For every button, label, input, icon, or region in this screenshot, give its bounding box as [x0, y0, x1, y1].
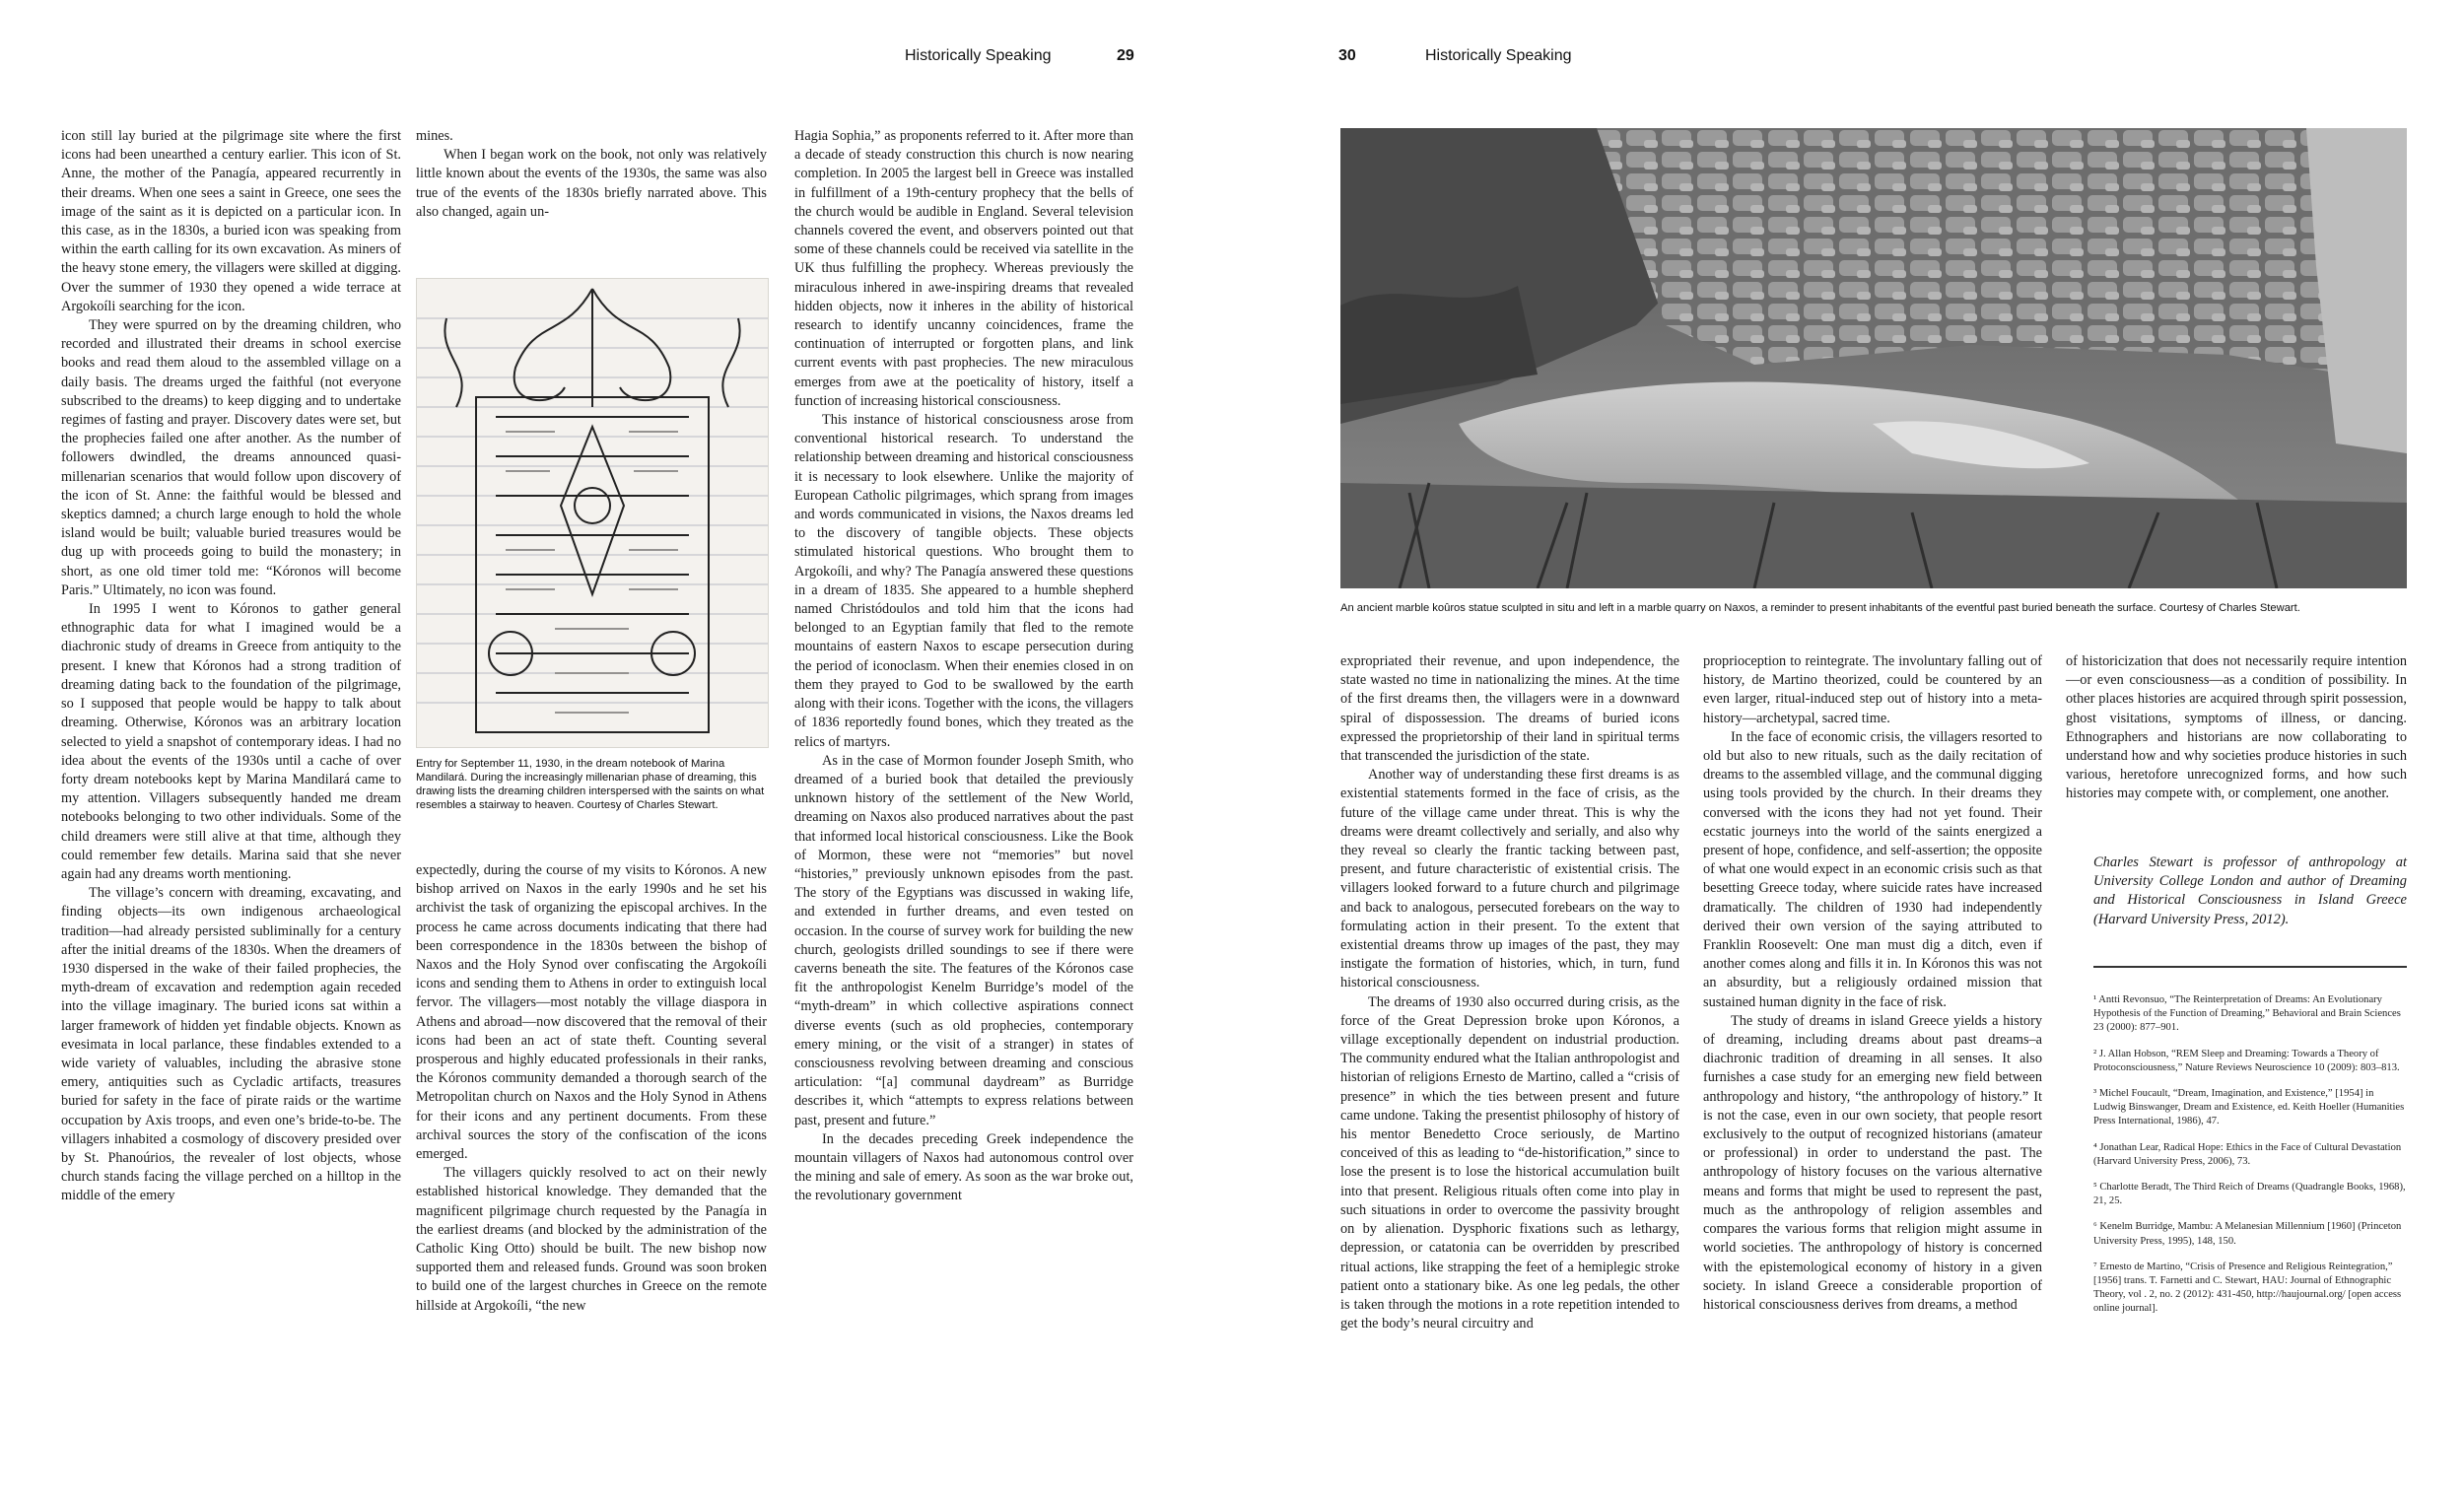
- dream-notebook-drawing: [417, 279, 768, 747]
- figure-caption-kouros: An ancient marble koûros statue sculpted in situ and left in a marble quarry on Naxos, a reminder to present inhabitants of the eventful past buried beneath the surface. Courtesy of Charles Stewart.: [1340, 602, 2300, 614]
- text-column-2-top: [416, 127, 767, 222]
- paragraph: mines.: [416, 128, 453, 144]
- text-column-5: [1703, 652, 2042, 1315]
- text-column-1: [61, 127, 401, 1206]
- paragraph: This instance of historical consciousness arose from conventional historical research. To understand the relationship between dreaming and historical consciousness it is necessary to look elsewhere. Unlike the majority of European Catholic pilgrimages, which sprang from images and words communicated in visions, the Naxos dreams led to the discovery of tangible objects. These objects stimulated historical questions. Who brought them to Argokoíli, and why? The Panagía answered these questions in a dream of 1835. She appeared to a humble shepherd named Christódoulos and told him that the icons had belonged to an Egyptian family that fled to the remote mountains of eastern Naxos to escape persecution during the period of iconoclasm. When their enemies closed in on them they prayed to God to be swallowed by the earth along with their icons. Together with the icons, the villagers of 1836 reportedly found bones, which they treated as the relics of martyrs.: [794, 412, 1133, 750]
- paragraph: icon still lay buried at the pilgrimage site where the first icons had been unearthed a century earlier. This icon of St. Anne, the mother of the Panagía, appeared recurrently in their dreams. When one sees a saint in Greece, one sees the image of the saint as it is depicted on a particular icon. In this case, as in the 1830s, a buried icon was speaking from within the earth calling for its own excavation. As miners of the heavy stone emery, the villagers were skilled at digging. Over the summer of 1930 they opened a wide terrace at Argokoíli searching for the icon.: [61, 128, 401, 314]
- page-number-left: 29: [1117, 47, 1134, 64]
- footnotes: [2093, 993, 2407, 1329]
- text-column-2-bottom: [416, 861, 767, 1316]
- dream-notebook-figure: [416, 278, 769, 748]
- paragraph: The dreams of 1930 also occurred during crisis, as the force of the Great Depression broke upon Kóronos, a village exceptionally dependent on industrial production. The community endured what the Italian anthropologist and historian of religions Ernesto de Martino, called a “crisis of presence” in which the ties between present and future came undone. Taking the presentist philosophy of history of his mentor Benedetto Croce seriously, de Martino conceived of this as leading to “de-historification,” since to lose the present is to lose the historical accumulation built into that present. Religious rituals often come into play in such situations in order to overcome the passivity brought on by alienation. Dysphoric fixations such as lethargy, depression, or catatonia can be overridden by prescribed ritual actions, like strapping the feet of a hemiplegic stroke patient onto a stationary bike. As one leg pedals, the other is taken through the motions in a rote repetition intended to get the body’s neural circuitry and: [1340, 993, 1679, 1332]
- running-header-left: Historically Speaking: [905, 47, 1052, 64]
- footnote: ⁷ Ernesto de Martino, “Crisis of Presence and Religious Reintegration,” [1956] trans. T. Farnetti and C. Stewart, HAU: Journal of Ethnographic Theory, vol . 2, no. 2 (2012): 431-450, http://haujournal.org/ [open access online journal].: [2093, 1261, 2402, 1315]
- paragraph: expropriated their revenue, and upon independence, the state wasted no time in nationalizing the mines. At the time of the first dreams then, the villagers were in a downward spiral of dispossession. The dreams of buried icons expressed the proprietorship of their land in spiritual terms that transcended the jurisdiction of the state.: [1340, 653, 1679, 765]
- text-column-3: [794, 127, 1133, 1206]
- author-bio: Charles Stewart is professor of anthropology at University College London and author of Dreaming and Historical Consciousness in Island Greece (Harvard University Press, 2012).: [2093, 854, 2407, 927]
- paragraph: As in the case of Mormon founder Joseph Smith, who dreamed of a buried book that detailed the previously unknown history of the settlement of the New World, dreaming on Naxos also produced narratives about the past that informed local historical consciousness. Like the Book of Mormon, these were not “memories” but novel “histories,” previously unknown episodes from the past. The story of the Egyptians was discussed in waking life, and extended in further dreams, and even tested on occasion. In the course of survey work for building the new church, geologists drilled soundings to see if there were caverns beneath the site. The features of the Kóronos case fit the anthropologist Kenelm Burridge’s model of the “myth-dream” in which collective aspirations connect diverse events (such as old prophecies, contemporary emery mining, or the visit of a stranger) in states of consciousness revolving between dreaming and conscious articulation: “[a] communal daydream” as Burridge describes it, which “attempts to express relations between past, present and future.”: [794, 752, 1133, 1128]
- paragraph: They were spurred on by the dreaming children, who recorded and illustrated their dreams in school exercise books and read them aloud to the assembled village on a daily basis. The dreams urged the faithful (not everyone subscribed to the dreams) to keep digging and to undertake regimes of fasting and prayer. Discovery dates were set, but the prophecies failed one after another. As the number of followers dwindled, the dreams announced quasi-millenarian scenarios that would follow upon discovery of the icon of St. Anne: the faithful would be blessed and skeptics damned; a church large enough to hold the whole island would be built; valuable buried treasures would be dug up with proceeds going to build the monastery; in short, as one old timer told me: “Kóronos will become Paris.” Ultimately, no icon was found.: [61, 317, 401, 598]
- paragraph: In 1995 I went to Kóronos to gather general ethnographic data for what I imagined would be a diachronic study of dreams in Greece from antiquity to the present. I knew that Kóronos had a strong tradition of dreaming dating back to the foundation of the pilgrimage, so I supposed that people would be happy to talk about dreaming. Otherwise, Kóronos was an arbitrary location selected to yield a snapshot of contemporary ideas. I had no idea about the events of the 1930s until a cache of over forty dream notebooks kept by Marina Mandilará came to my attention. Villagers subsequently handed me dream notebooks belonging to two other individuals. Some of the child dreamers were still alive at that time, although they could remember few details. Marina said that she never again had any dreams worth mentioning.: [61, 601, 401, 882]
- paragraph: In the face of economic crisis, the villagers resorted to old but also to new rituals, such as the daily recitation of dreams to the assembled village, and the communal digging using tools provided by the church. In their dreams they conversed with the icons they had not yet found. Their ecstatic journeys into the world of the saints energized a present of hope, confidence, and self-assertion; the opposite of what one would expect in an economic crisis such as that besetting Greece today, where suicide rates have increased dramatically. The children of 1930 had independently derived their own version of the saying attributed to Franklin Roosevelt: One man must dig a ditch, even if another comes along and fills it in. In Kóronos this was not an absurdity, but a religiously ordained mission that sustained human dignity in the face of risk.: [1703, 728, 2042, 1010]
- paragraph: In the decades preceding Greek independence the mountain villagers of Naxos had autonomous control over the mining and sale of emery. As soon as the war broke out, the revolutionary government: [794, 1130, 1133, 1204]
- text-column-4: [1340, 652, 1679, 1333]
- kouros-statue-image: [1340, 128, 2407, 588]
- text-column-6: [2066, 652, 2407, 804]
- paragraph: When I began work on the book, not only was relatively little known about the events of the 1930s, the same was also true of the events of the 1830s briefly narrated above. This also changed, again un-: [416, 147, 767, 220]
- paragraph: proprioception to reintegrate. The involuntary falling out of history, de Martino theorized, could be countered by an even larger, ritual-induced step out of history into a meta-history—archetypal, sacred time.: [1703, 653, 2042, 726]
- page-number-right: 30: [1338, 47, 1356, 64]
- footnote: ⁵ Charlotte Beradt, The Third Reich of Dreams (Quadrangle Books, 1968), 21, 25.: [2093, 1182, 2406, 1207]
- kouros-photo: [1340, 128, 2407, 588]
- footnote: ¹ Antti Revonsuo, “The Reinterpretation of Dreams: An Evolutionary Hypothesis of the Function of Dreaming,” Behavioral and Brain Sciences 23 (2000): 877–901.: [2093, 994, 2401, 1034]
- paragraph: of historicization that does not necessarily require intention—or even consciousness—as a condition of possibility. In other places histories are acquired through spirit possession, ghost visitations, symptoms of illness, or dancing. Ethnographers and historians are now collaborating to understand how and why societies produce histories in such various, heretofore unrecognized forms, and how such histories may compete with, or complement, one another.: [2066, 653, 2407, 802]
- footnote: ³ Michel Foucault, “Dream, Imagination, and Existence,” [1954] in Ludwig Binswanger, Dream and Existence, ed. Keith Hoeller (Humanities Press International, 1986), 47.: [2093, 1088, 2405, 1127]
- footnote-divider: [2093, 966, 2407, 968]
- footnote: ⁶ Kenelm Burridge, Mambu: A Melanesian Millennium [1960] (Princeton University Press, 1995), 148, 150.: [2093, 1221, 2402, 1247]
- paragraph: Another way of understanding these first dreams is as existential statements formed in the face of crisis, as the future of the village came under threat. This is why the dreams were dreamt collectively and serially, and also why they reveal so clearly the frantic tacking between past, present, and future characteristic of existential crisis. The villagers looked forward to a future church and pilgrimage and back to analogous, persecuted forebears on the way to formulating action in their present. To the extent that existential dreams throw up images of the past, they may instigate the formation of histories, which, in turn, fund historical consciousness.: [1340, 767, 1679, 991]
- footnote: ⁴ Jonathan Lear, Radical Hope: Ethics in the Face of Cultural Devastation (Harvard University Press, 2006), 73.: [2093, 1141, 2402, 1167]
- paragraph: The villagers quickly resolved to act on their newly established historical knowledge. They demanded that the magnificent pilgrimage church requested by the Panagía in the earliest dreams (and blocked by the administration of the Catholic King Otto) should be built. The new bishop now supported them and released funds. Ground was soon broken to build one of the largest churches in Greece on the remote hillside at Argokoíli, “the new: [416, 1165, 767, 1314]
- paragraph: Hagia Sophia,” as proponents referred to it. After more than a decade of steady construction this church is now nearing completion. In 2005 the largest bell in Greece was installed in fulfillment of a 19th-century prophecy that the bells of the church would be audible in England. Several television channels covered the event, and observers pointed out that some of these channels could be received via satellite in the UK thus fulfilling the prophecy. Whereas previously the miraculous inhered in awe-inspiring dreams that revealed hidden objects, now it inheres in the ability of historical research to identify uncanny coincidences, frame the continuation of interrupted or forgotten plans, and link current events with past prophecies. The new miraculous emerges from awe at the poeticality of history, itself a function of increasing historical consciousness.: [794, 128, 1133, 409]
- footnote: ² J. Allan Hobson, “REM Sleep and Dreaming: Towards a Theory of Protoconsciousness,” Nature Reviews Neuroscience 10 (2009): 803–813.: [2093, 1048, 2400, 1073]
- paragraph: The village’s concern with dreaming, excavating, and finding objects—its own indigenous archaeological tradition—had already persisted subliminally for a century after the initial dreams of the 1830s. When the dreamers of 1930 dispersed in the wake of their failed prophecies, the myth-dream of excavation and redemption again receded into the village imaginary. The buried icons sat within a larger framework of hidden yet findable objects. Known as evesimata in local parlance, these findables extended to a wide variety of valuables, including the abrasive stone emery, antiquities such as Cycladic artifacts, treasures buried for safety in the face of pirate raids or the wartime occupation by Axis troops, and even one’s bride-to-be. The villagers inhabited a cosmology of discovery presided over by St. Phanoúrios, the revealer of lost objects, whose church stands facing the village perched on a hilltop in the middle of the emery: [61, 885, 401, 1204]
- running-header-right: Historically Speaking: [1425, 47, 1572, 64]
- paragraph: expectedly, during the course of my visits to Kóronos. A new bishop arrived on Naxos in the early 1990s and he set his archivist the task of organizing the episcopal archives. In the process he came across documents indicating that there had been correspondence in the 1830s between the bishop of Naxos and the Holy Synod over confiscating the Argokoíli icons and sending them to Athens in order to extinguish local fervor. The villagers—most notably the village diaspora in Athens and abroad—now discovered that the removal of their icons had been an act of state theft. Counting several prosperous and highly educated professionals in their ranks, the Kóronos community demanded a thorough search of the Metropolitan church on Naxos and the Holy Synod in Athens for their icons and any pertinent documents. From these archival sources the story of the confiscation of the icons emerged.: [416, 862, 767, 1163]
- figure-caption-notebook: Entry for September 11, 1930, in the dream notebook of Marina Mandilará. During the increasingly millenarian phase of dreaming, this drawing lists the dreaming children interspersed with the saints on what resembles a stairway to heaven. Courtesy of Charles Stewart.: [416, 758, 765, 811]
- paragraph: The study of dreams in island Greece yields a history of dreaming, including dreams about past dreams–a diachronic tradition of dreaming in all senses. It also furnishes a case study for an emerging new field between anthropology and history, “the anthropology of history.” It is not the case, even in our own society, that people resort exclusively to the output of recognized historians (amateur or professional) in order to understand the past. The anthropology of history focuses on the various alternative means and forms that might be used to represent the past, much as the anthropology of religion assembles and compares the various forms that religion might assume in world societies. The anthropology of history is concerned with the epistemological economy of history in a given society. In island Greece a considerable proportion of historical consciousness derives from dreams, a method: [1703, 1012, 2042, 1313]
